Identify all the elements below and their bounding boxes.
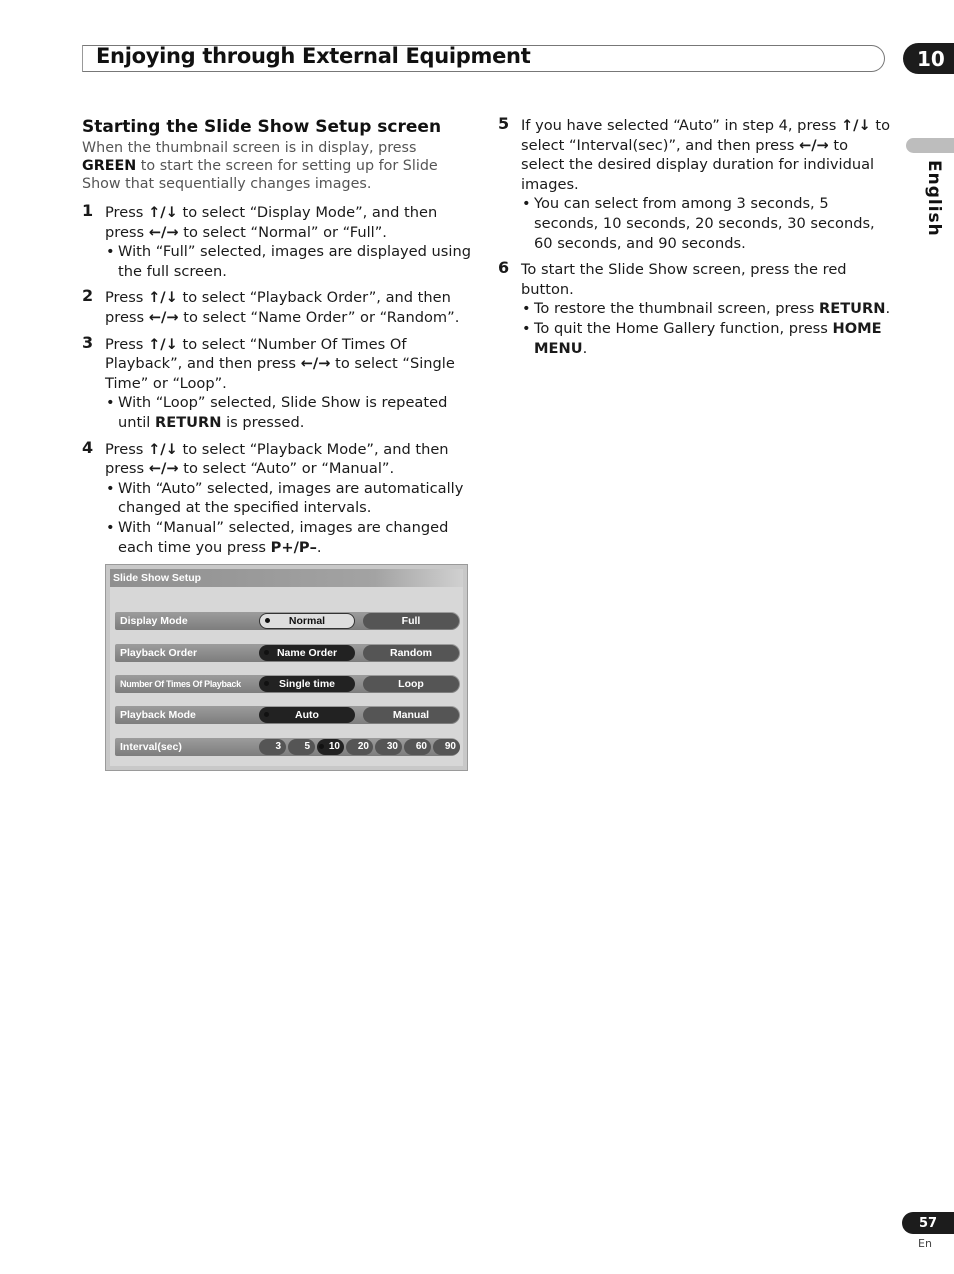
osd-row-label: Number Of Times Of Playback	[120, 679, 241, 689]
option-interval-10	[317, 739, 344, 755]
osd-row-display-mode	[115, 612, 460, 630]
bullet-item: • With “Auto” selected, images are automatically changed at the specified intervals.	[105, 479, 472, 518]
selected-dot-icon	[264, 712, 269, 717]
text-fragment: .	[316, 538, 322, 556]
up-down-arrow-icon: ↑/↓	[148, 289, 178, 307]
text-fragment: to select the desired display duration for individual images.	[521, 136, 875, 193]
up-down-arrow-icon: ↑/↓	[840, 117, 871, 134]
text-fragment: With “Loop” selected, Slide Show is repeated until	[118, 394, 448, 431]
left-right-arrow-icon: ←/→	[300, 355, 331, 373]
right-column	[498, 116, 893, 365]
option-label: Normal	[288, 615, 326, 627]
option-name-order	[259, 645, 355, 661]
key-p-plus-minus: P+/P–	[270, 538, 317, 556]
step-number: 3	[82, 332, 94, 352]
chapter-title: Enjoying through External Equipment	[96, 44, 531, 68]
step-2	[82, 288, 472, 327]
text-fragment: .	[582, 339, 588, 357]
chapter-number-badge: 10	[903, 43, 954, 74]
step-text	[105, 288, 472, 327]
text-fragment: is pressed.	[221, 413, 305, 431]
option-label: 10	[328, 741, 340, 752]
key-return: RETURN	[154, 413, 222, 431]
key-home-menu: HOME MENU	[534, 319, 882, 357]
step-text	[105, 335, 472, 394]
left-column	[82, 116, 472, 564]
bullet-item: • With “Full” selected, images are displayed using the full screen.	[105, 242, 472, 281]
text-fragment: to select “Single Time” or “Loop”.	[105, 355, 455, 392]
option-random: Random	[363, 645, 459, 661]
text-fragment: to select “Display Mode”, and then press	[105, 204, 438, 241]
left-right-arrow-icon: ←/→	[148, 460, 179, 478]
option-manual: Manual	[363, 707, 459, 723]
intro-key-green: GREEN	[82, 158, 137, 174]
selected-dot-icon	[265, 618, 270, 623]
up-down-arrow-icon: ↑/↓	[148, 204, 178, 221]
key-return: RETURN	[819, 300, 886, 318]
step-number: 1	[82, 201, 94, 220]
text-fragment: to select “Playback Order”, and then press	[105, 289, 451, 326]
step-text	[521, 116, 893, 194]
text-fragment: If you have selected “Auto” in step 4, press	[521, 117, 841, 134]
page-number: 57	[902, 1212, 954, 1234]
option-interval-20: 20	[346, 739, 373, 755]
step-number: 4	[82, 437, 94, 457]
option-interval-60: 60	[404, 739, 431, 755]
option-full: Full	[363, 613, 459, 629]
text-fragment: to select “Interval(sec)”, and then press	[521, 117, 891, 154]
option-interval-5: 5	[288, 739, 315, 755]
option-interval-90: 90	[433, 739, 460, 755]
step-4	[82, 437, 472, 558]
left-right-arrow-icon: ←/→	[148, 308, 179, 326]
osd-row-interval	[115, 738, 460, 756]
text-fragment: Press	[105, 289, 149, 307]
selected-dot-icon	[264, 650, 269, 655]
bullet-item: • You can select from among 3 seconds, 5 seconds, 10 seconds, 20 seconds, 30 seconds, 60 seconds, and 90 seconds.	[521, 194, 893, 253]
text-fragment: Press	[105, 335, 149, 353]
intro-text: When the thumbnail screen is in display, press	[82, 140, 417, 156]
osd-row-playback-mode	[115, 706, 460, 724]
option-label: Auto	[295, 709, 319, 721]
option-auto	[259, 707, 355, 723]
option-interval-30: 30	[375, 739, 402, 755]
up-down-arrow-icon: ↑/↓	[148, 440, 178, 458]
osd-title-bar: Slide Show Setup	[110, 569, 463, 587]
step-text	[105, 203, 472, 242]
step-text: To start the Slide Show screen, press the red button.	[521, 261, 847, 298]
bullet-item	[105, 518, 472, 557]
step-3	[82, 332, 472, 433]
option-single-time	[259, 676, 355, 692]
text-fragment: to select “Normal” or “Full”.	[178, 223, 387, 241]
option-normal	[259, 613, 355, 629]
left-right-arrow-icon: ←/→	[148, 223, 179, 241]
option-loop: Loop	[363, 676, 459, 692]
osd-row-playback-order	[115, 644, 460, 662]
text-fragment: Press	[105, 204, 149, 221]
text-fragment: With “Manual” selected, images are changed each time you press	[118, 518, 449, 556]
osd-row-label: Display Mode	[120, 615, 188, 627]
step-6	[498, 260, 893, 358]
bullet-item	[521, 299, 893, 319]
intro-rest: to start the screen for setting up for Slide Show that sequentially changes images.	[82, 158, 438, 192]
step-number: 6	[498, 258, 510, 278]
selected-dot-icon	[319, 744, 324, 749]
text-fragment: To restore the thumbnail screen, press	[534, 300, 819, 318]
text-fragment: to select “Number Of Times Of Playback”, and then press	[105, 335, 407, 373]
step-number: 5	[498, 114, 510, 133]
option-label: Single time	[278, 678, 335, 690]
section-heading: Starting the Slide Show Setup screen	[82, 117, 442, 137]
text-fragment: to select “Playback Mode”, and then press	[105, 440, 449, 478]
text-fragment: Press	[105, 440, 149, 458]
text-fragment: .	[885, 300, 891, 318]
step-5	[498, 116, 893, 253]
language-label: English	[924, 160, 944, 237]
left-right-arrow-icon: ←/→	[798, 136, 829, 154]
slide-show-setup-screen	[105, 564, 468, 771]
text-fragment: to select “Auto” or “Manual”.	[178, 460, 395, 478]
step-text	[105, 440, 472, 479]
osd-body	[110, 569, 463, 766]
osd-row-label: Playback Mode	[120, 709, 196, 721]
bullet-item	[521, 319, 893, 358]
osd-row-number-of-times	[115, 675, 460, 693]
step-1	[82, 203, 472, 281]
option-interval-3: 3	[259, 739, 286, 755]
osd-row-label: Playback Order	[120, 647, 198, 659]
intro-paragraph	[82, 139, 472, 193]
osd-row-label: Interval(sec)	[120, 741, 182, 753]
language-tab-marker	[906, 138, 954, 153]
selected-dot-icon	[264, 681, 269, 686]
bullet-item	[105, 393, 472, 432]
page-language-code: En	[918, 1237, 932, 1250]
option-label: Name Order	[276, 647, 338, 659]
text-fragment: To quit the Home Gallery function, press	[534, 319, 833, 337]
up-down-arrow-icon: ↑/↓	[148, 335, 178, 353]
step-number: 2	[82, 286, 94, 306]
text-fragment: to select “Name Order” or “Random”.	[178, 308, 460, 326]
